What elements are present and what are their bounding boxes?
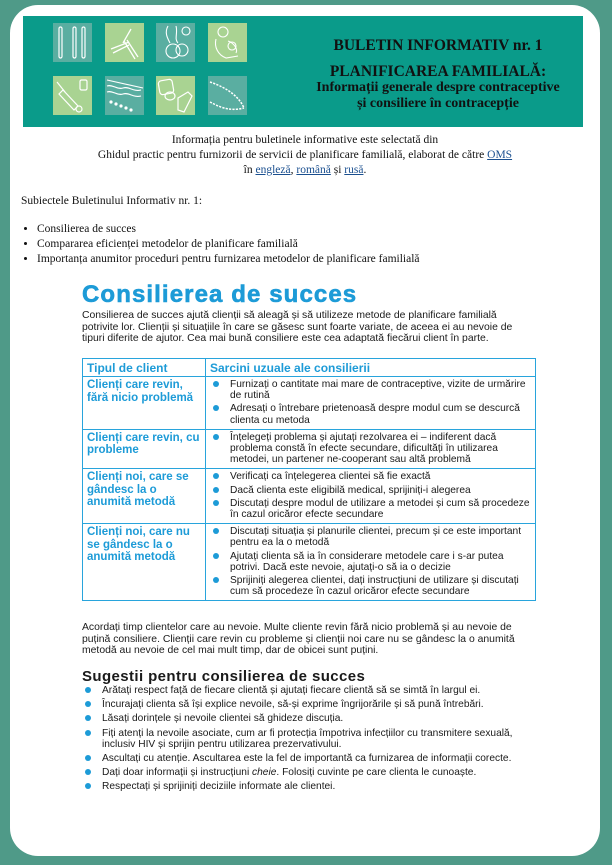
- tips-title: Sugestii pentru consilierea de succes: [82, 668, 366, 685]
- bullet-icon: [213, 434, 219, 440]
- bullet-icon: [213, 405, 219, 411]
- task-text: Sprijiniți alegerea clientei, dați instrucțiuni de utilizare și discutați cum să procedeze în cazul oricăror efecte secundare: [230, 575, 519, 598]
- injectable-icon: [53, 76, 92, 115]
- client-type-cell: Clienți noi, care nu se gândesc la o anumită metodă: [83, 524, 206, 601]
- bullet-icon: [213, 487, 219, 493]
- counseling-table: [82, 358, 536, 601]
- tip-text: Fiți atenți la nevoile asociate, cum ar fi protecția împotriva infecțiilor cu transmitere sexuală, inclusiv HIV și sprijin pentru utilizarea prezervativului.: [102, 727, 513, 750]
- tip-emphasis: cheie: [252, 767, 277, 779]
- task-item: [210, 485, 532, 496]
- page: [10, 5, 600, 856]
- table-row: [83, 429, 536, 469]
- bullet-icon: [85, 730, 91, 736]
- bullet-icon: [85, 687, 91, 693]
- table-row: [83, 377, 536, 430]
- bullet-icon: [213, 473, 219, 479]
- iud-icon: [105, 23, 144, 62]
- source-line-3: [10, 163, 600, 178]
- tip-text: Ascultați cu atenție. Ascultarea este la fel de importantă ca furnizarea de informații corecte.: [102, 753, 512, 765]
- tip-text: Arătați respect față de fiecare clientă și ajutați fiecare clientă să se simtă în largul ei.: [102, 685, 481, 696]
- source-note: [10, 133, 600, 178]
- task-text: Ajutați clienta să ia în considerare metodele care i s-ar putea potrivi. Dacă este nevoie, ajutați-o să ia o decizie: [230, 550, 504, 573]
- client-type-cell: Clienți care revin, fără nicio problemă: [83, 377, 206, 430]
- task-item: [210, 379, 532, 401]
- tip-item: [82, 781, 538, 792]
- task-item: [210, 498, 532, 520]
- banner-heading: [293, 37, 583, 112]
- source-text: Ghidul practic pentru furnizorii de servicii de planificare familială, elaborat de către: [97, 149, 488, 161]
- tip-item: [82, 685, 538, 696]
- english-link[interactable]: engleză: [255, 164, 291, 176]
- task-text: Discutați situația și planurile clientei, precum și ce este important pentru ea la o metodă: [230, 526, 522, 549]
- separator: .: [363, 164, 367, 176]
- subject-item: • Importanța anumitor proceduri pentru furnizarea metodelor de planificare familială: [37, 252, 420, 267]
- russian-link[interactable]: rusă: [344, 164, 364, 176]
- bullet-icon: [85, 769, 91, 775]
- tip-text: . Folosiți cuvinte pe care clienta le cunoaște.: [276, 767, 477, 779]
- client-type-cell: Clienți care revin, cu probleme: [83, 429, 206, 469]
- bullet-icon: [85, 715, 91, 721]
- task-item: [210, 551, 532, 573]
- bullet-icon: [85, 783, 91, 789]
- source-line-2: [10, 148, 600, 163]
- bullet-icon: [85, 701, 91, 707]
- bullet-icon: [213, 577, 219, 583]
- condom-icon: [156, 76, 195, 115]
- table-row: [83, 469, 536, 524]
- bullet-icon: [213, 553, 219, 559]
- tips-list: [82, 685, 538, 796]
- bulletin-subtitle-line3: și consiliere în contracepție: [357, 96, 519, 111]
- tasks-cell: [206, 429, 536, 469]
- task-item: [210, 471, 532, 482]
- separator: ,: [290, 164, 297, 176]
- tip-item: [82, 728, 538, 750]
- task-item: [210, 526, 532, 548]
- tip-text: Încurajați clienta să își explice nevoile, să-și exprime îngrijorările și să pună întrebări.: [102, 699, 484, 711]
- pill-pack-icon: [105, 76, 144, 115]
- subjects-heading: Subiectele Buletinului Informativ nr. 1:: [21, 195, 203, 207]
- bulletin-subtitle-line2: Informații generale despre contraceptive: [316, 80, 560, 95]
- implant-icon: [53, 23, 92, 62]
- bulletin-title: BULETIN INFORMATIV nr. 1: [333, 37, 543, 54]
- tasks-cell: [206, 469, 536, 524]
- bullet-icon: [213, 528, 219, 534]
- after-table-paragraph: Acordați timp clientelor care au nevoie. Multe cliente revin fără nicio problemă și au nevoie de puțină consiliere. Clienții care revin cu probleme și clienții noi care nu se gândesc la o anumită metodă au nevoie de cel mai mult timp, dar de obicei sunt puțini.: [82, 622, 515, 657]
- oms-link[interactable]: OMS: [487, 149, 513, 161]
- tip-item: [82, 699, 538, 710]
- tip-text: Dați doar informații și instrucțiuni: [102, 767, 253, 779]
- task-text: Discutați despre modul de utilizare a metodei și cum să procedeze în cazul oricăror efecte secundare: [230, 497, 530, 521]
- article-title: Consilierea de succes: [82, 281, 358, 308]
- romanian-link[interactable]: română: [296, 164, 331, 176]
- subject-item: • Consilierea de succes: [37, 222, 420, 237]
- client-type-cell: Clienți noi, care se gândesc la o anumită metodă: [83, 469, 206, 524]
- bulletin-subtitle: PLANIFICAREA FAMILIALĂ:: [329, 63, 547, 80]
- table-row: [83, 524, 536, 601]
- tip-item: [82, 767, 538, 778]
- task-text: Furnizați o cantitate mai mare de contraceptive, vizite de urmărire de rutină: [230, 379, 526, 402]
- source-text: în: [243, 164, 256, 176]
- task-item: [210, 575, 532, 597]
- tip-text: Lăsați dorințele și nevoile clientei să ghideze discuția.: [102, 713, 344, 725]
- subject-item: • Compararea eficienței metodelor de planificare familială: [37, 237, 420, 252]
- bullet-icon: [213, 500, 219, 506]
- column-header-client-type: Tipul de client: [83, 359, 206, 377]
- cycle-beads-icon: [208, 76, 247, 115]
- source-line-1: Informația pentru buletinele informative este selectată din: [171, 134, 439, 146]
- tip-item: [82, 753, 538, 764]
- column-header-tasks: Sarcini uzuale ale consilierii: [206, 359, 536, 377]
- tip-item: [82, 713, 538, 724]
- separator: și: [330, 164, 345, 176]
- bullet-icon: [213, 381, 219, 387]
- tasks-cell: [206, 524, 536, 601]
- table-header-row: [83, 359, 536, 377]
- task-item: [210, 432, 532, 466]
- task-text: Dacă clienta este eligibilă medical, sprijiniți-i alegerea: [230, 484, 471, 496]
- task-text: Adresați o întrebare prietenoasă despre modul cum se descurcă clienta cu metoda: [230, 403, 520, 426]
- tip-text: Respectați și sprijiniți deciziile informate ale clientei.: [102, 781, 336, 793]
- bullet-icon: [85, 755, 91, 761]
- subjects-list: [22, 222, 420, 267]
- task-text: Înțelegeți problema și ajutați rezolvarea ei – indiferent dacă problema constă în efecte secundare, dificultăți în utilizarea metodei, un partener ne-cooperant sau altă problemă: [230, 431, 498, 466]
- vasectomy-icon: [156, 23, 195, 62]
- article-lead: Consilierea de succes ajută clienții să aleagă și să utilizeze metode de planificare familială potrivite lor. Clienții și situațiile în care se găsesc sunt foarte variate, de aceea ei au nevoie de tipuri diferite de ajutor. Cea mai bună consiliere este cea adaptată fiecărui client în parte.: [82, 310, 513, 345]
- breastfeeding-icon: [208, 23, 247, 62]
- tasks-cell: [206, 377, 536, 430]
- task-item: [210, 403, 532, 425]
- method-icons-grid: [53, 23, 248, 123]
- task-text: Verificați ca înțelegerea clientei să fie exactă: [230, 471, 431, 483]
- header-banner: [23, 16, 583, 127]
